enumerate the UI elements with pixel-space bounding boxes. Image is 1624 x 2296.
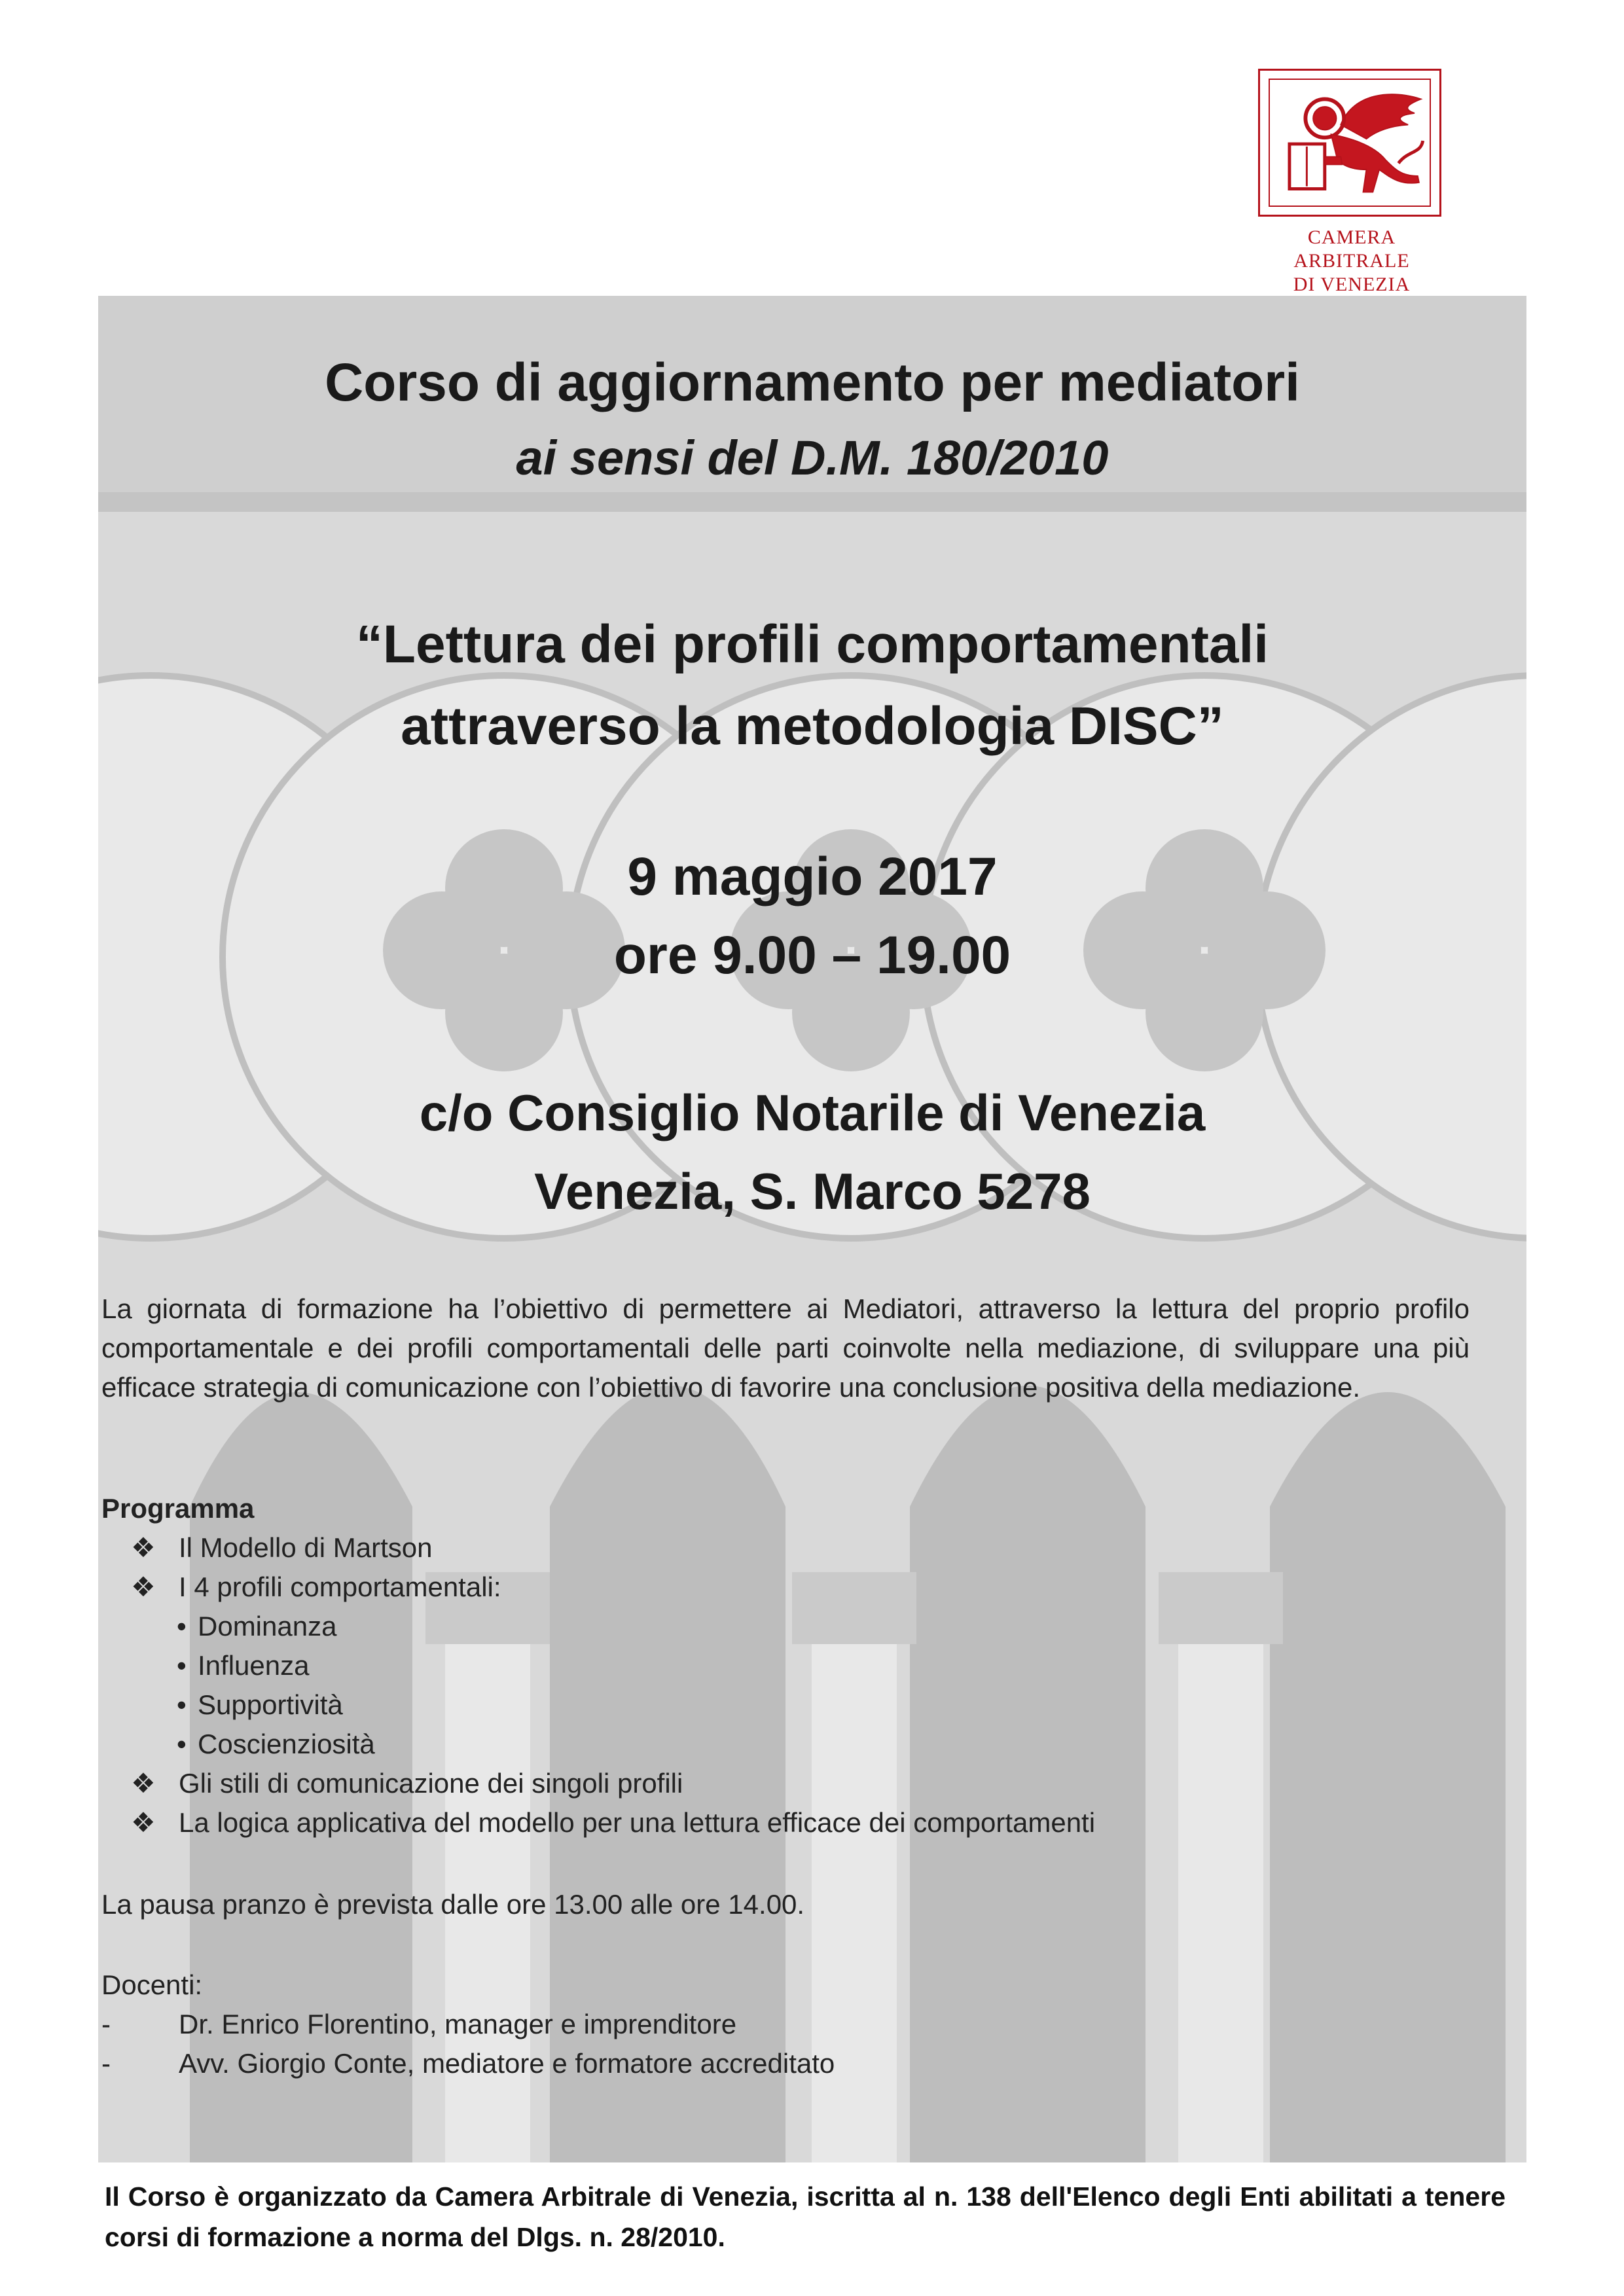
programma-item: La logica applicativa del modello per una lettura efficace dei comportamenti [179,1807,1096,1838]
logo-text-line1: CAMERA ARBITRALE [1293,226,1410,272]
programma-bullet-icon: ❖ [131,1571,156,1602]
winged-lion-icon [1269,79,1431,207]
dash-marker: - [101,2009,111,2039]
programma-bullet-icon: ❖ [131,1768,156,1799]
intro-paragraph: La giornata di formazione ha l’obiettivo di permettere ai Mediatori, attraverso la lettura del proprio profilo comportamentale e dei profili comportamentali delle parti coinvolte nella mediazione, di sviluppare una più efficace strategia di comunicazione con l’obiettivo di favorire una conclusione positiva della mediazione. [101,1293,1470,1403]
course-subtitle: ai sensi del D.M. 180/2010 [516,431,1109,485]
programma-bullet-icon: ❖ [131,1532,156,1563]
programma-title: Programma [101,1493,255,1524]
docenti-title: Docenti: [101,1969,203,2000]
course-address: Venezia, S. Marco 5278 [534,1162,1091,1220]
profile-item: Coscienziosità [198,1729,375,1759]
programma-bullet-icon: ❖ [131,1807,156,1838]
programma-item: Il Modello di Martson [179,1532,433,1563]
course-topic-line1: “Lettura dei profili comportamentali [355,615,1269,674]
sub-bullet-icon: • [177,1611,187,1641]
programma-item: Gli stili di comunicazione dei singoli profili [179,1768,683,1799]
sub-bullet-icon: • [177,1729,187,1759]
profile-item: Supportività [198,1689,343,1720]
course-title: Corso di aggiornamento per mediatori [325,353,1300,412]
profile-item: Dominanza [198,1611,337,1641]
programma-item: I 4 profili comportamentali: [179,1571,501,1602]
docente-item: Dr. Enrico Florentino, manager e imprenditore [179,2009,737,2039]
background-arcade-image [98,296,1526,2162]
profile-item: Influenza [198,1650,310,1681]
sub-bullet-icon: • [177,1650,187,1681]
footer-note: Il Corso è organizzato da Camera Arbitrale di Venezia, iscritta al n. 138 dell'Elenco degli Enti abilitati a tenere corsi di formazione a norma del Dlgs. n. 28/2010. [105,2181,1506,2252]
logo-text-line2: DI VENEZIA [1293,274,1411,295]
course-topic-line2: attraverso la metodologia DISC” [401,696,1224,756]
lunch-note: La pausa pranzo è prevista dalle ore 13.00 alle ore 14.00. [101,1889,805,1920]
course-venue: c/o Consiglio Notarile di Venezia [419,1084,1206,1141]
course-time: ore 9.00 – 19.00 [613,925,1011,985]
course-date: 9 maggio 2017 [627,847,998,906]
logo-frame [1258,69,1441,217]
logo-text [1258,226,1445,296]
organization-logo [1258,69,1445,296]
sub-bullet-icon: • [177,1689,187,1720]
docente-item: Avv. Giorgio Conte, mediatore e formatore accreditato [179,2048,835,2079]
dash-marker: - [101,2048,111,2079]
